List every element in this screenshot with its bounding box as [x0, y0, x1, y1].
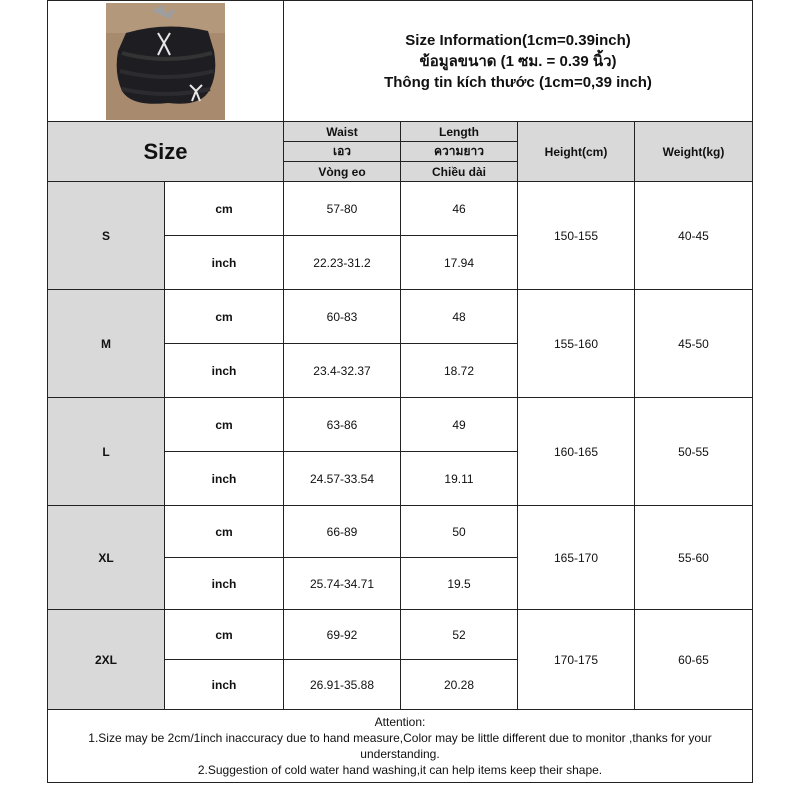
height-value: 170-175 [518, 610, 635, 710]
weight-value: 40-45 [635, 182, 753, 290]
table-row [48, 610, 753, 660]
waist-value: 60-83 [284, 290, 401, 344]
waist-header-th: เอว [284, 142, 401, 162]
height-value: 150-155 [518, 182, 635, 290]
length-header-en: Length [401, 122, 518, 142]
length-value: 46 [401, 182, 518, 236]
unit-label: cm [165, 398, 284, 452]
length-value: 19.11 [401, 452, 518, 506]
size-label: XL [48, 506, 165, 610]
size-label: S [48, 182, 165, 290]
length-value: 17.94 [401, 236, 518, 290]
attention-note-1: 1.Size may be 2cm/1inch inaccuracy due to hand measure,Color may be little different due to monitor ,thanks for your understanding. [88, 731, 712, 761]
size-chart [47, 0, 752, 800]
height-header: Height(cm) [518, 122, 635, 182]
size-table [47, 0, 753, 783]
product-photo-cell [48, 1, 284, 122]
length-header-th: ความยาว [401, 142, 518, 162]
length-value: 20.28 [401, 660, 518, 710]
length-header-vi: Chiều dài [401, 162, 518, 182]
height-value: 165-170 [518, 506, 635, 610]
table-row [48, 182, 753, 236]
waist-value: 66-89 [284, 506, 401, 558]
shorts-image [106, 3, 225, 120]
unit-label: inch [165, 660, 284, 710]
unit-label: cm [165, 610, 284, 660]
waist-value: 26.91-35.88 [284, 660, 401, 710]
unit-label: inch [165, 236, 284, 290]
info-line-vietnamese: Thông tin kích thước (1cm=0,39 inch) [384, 73, 652, 91]
attention-notes [48, 710, 753, 783]
waist-value: 57-80 [284, 182, 401, 236]
waist-header-vi: Vòng eo [284, 162, 401, 182]
attention-title: Attention: [374, 715, 426, 729]
waist-header-en: Waist [284, 122, 401, 142]
waist-value: 24.57-33.54 [284, 452, 401, 506]
weight-header: Weight(kg) [635, 122, 753, 182]
weight-value: 45-50 [635, 290, 753, 398]
product-photo [106, 3, 225, 120]
attention-note-2: 2.Suggestion of cold water hand washing,it can help items keep their shape. [197, 763, 603, 777]
unit-label: cm [165, 290, 284, 344]
unit-label: inch [165, 558, 284, 610]
weight-value: 55-60 [635, 506, 753, 610]
info-line-english: Size Information(1cm=0.39inch) [405, 31, 631, 49]
waist-value: 63-86 [284, 398, 401, 452]
weight-value: 50-55 [635, 398, 753, 506]
table-row [48, 398, 753, 452]
height-value: 155-160 [518, 290, 635, 398]
waist-value: 69-92 [284, 610, 401, 660]
length-value: 49 [401, 398, 518, 452]
waist-value: 23.4-32.37 [284, 344, 401, 398]
height-value: 160-165 [518, 398, 635, 506]
table-row [48, 290, 753, 344]
size-info-header [284, 1, 753, 122]
size-label: M [48, 290, 165, 398]
unit-label: inch [165, 344, 284, 398]
length-value: 19.5 [401, 558, 518, 610]
weight-value: 60-65 [635, 610, 753, 710]
length-value: 18.72 [401, 344, 518, 398]
table-row [48, 506, 753, 558]
unit-label: cm [165, 182, 284, 236]
info-line-thai: ข้อมูลขนาด (1 ซม. = 0.39 นิ้ว) [419, 52, 617, 70]
waist-value: 22.23-31.2 [284, 236, 401, 290]
unit-label: inch [165, 452, 284, 506]
waist-value: 25.74-34.71 [284, 558, 401, 610]
length-value: 50 [401, 506, 518, 558]
size-column-header: Size [48, 122, 284, 182]
size-label: 2XL [48, 610, 165, 710]
length-value: 52 [401, 610, 518, 660]
size-label: L [48, 398, 165, 506]
length-value: 48 [401, 290, 518, 344]
unit-label: cm [165, 506, 284, 558]
